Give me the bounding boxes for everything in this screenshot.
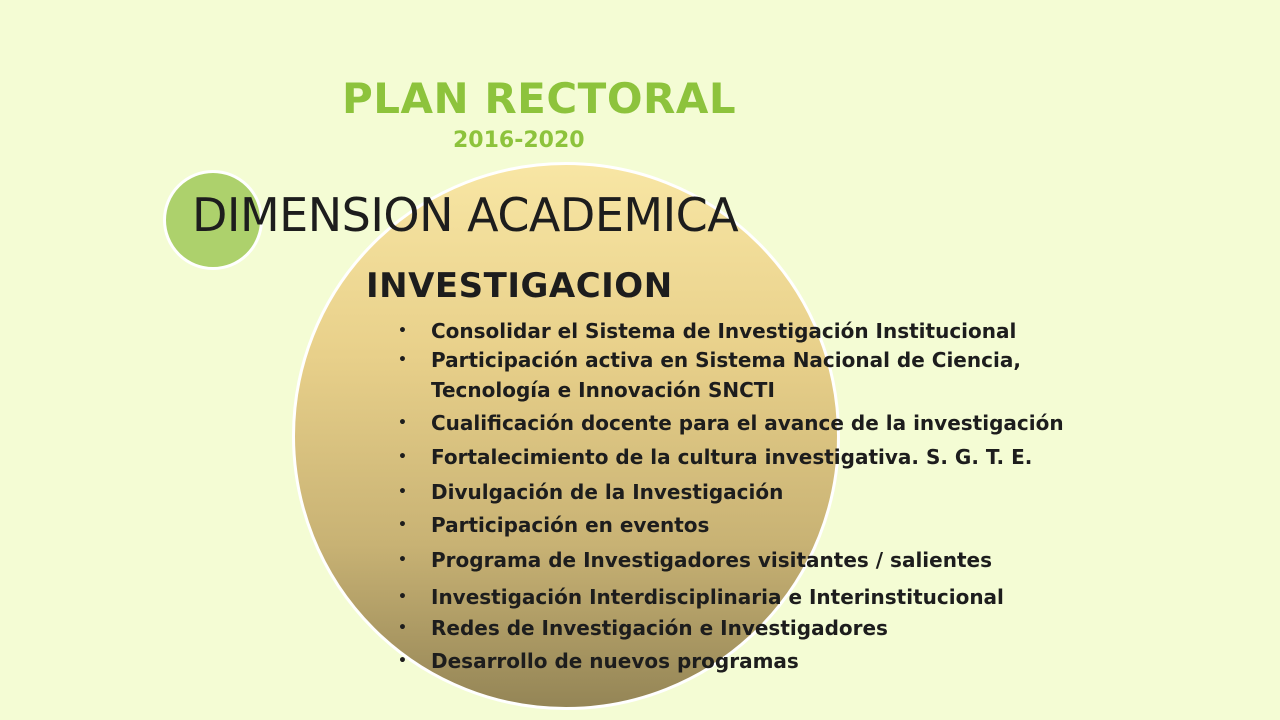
bullet-dot: • (398, 517, 407, 533)
bullet-text: Participación activa en Sistema Nacional de Ciencia, (431, 348, 1021, 372)
bullet-text: Participación en eventos (431, 513, 710, 537)
bullet-dot: • (398, 415, 407, 431)
bullet-text: Desarrollo de nuevos programas (431, 649, 799, 673)
slide-title: PLAN RECTORAL (342, 74, 737, 123)
bullet-text: Investigación Interdisciplinaria e Interinstitucional (431, 585, 1004, 609)
bullet-text: Fortalecimiento de la cultura investigativa. S. G. T. E. (431, 445, 1033, 469)
bullet-dot: • (398, 589, 407, 605)
bullet-dot: • (398, 352, 407, 368)
bullet-text: Tecnología e Innovación SNCTI (431, 378, 775, 402)
dimension-heading: DIMENSION ACADEMICA (192, 188, 739, 242)
bullet-dot: • (398, 653, 407, 669)
bullet-text: Cualificación docente para el avance de la investigación (431, 411, 1064, 435)
bullet-dot: • (398, 449, 407, 465)
bullet-dot: • (398, 552, 407, 568)
bullet-dot: • (398, 484, 407, 500)
bullet-text: Programa de Investigadores visitantes / salientes (431, 548, 992, 572)
bullet-text: Redes de Investigación e Investigadores (431, 616, 888, 640)
section-heading: INVESTIGACION (366, 266, 673, 306)
bullet-dot: • (398, 323, 407, 339)
bullet-text: Consolidar el Sistema de Investigación Institucional (431, 319, 1017, 343)
bullet-text: Divulgación de la Investigación (431, 480, 784, 504)
slide-subtitle: 2016-2020 (453, 128, 585, 153)
bullet-dot: • (398, 620, 407, 636)
